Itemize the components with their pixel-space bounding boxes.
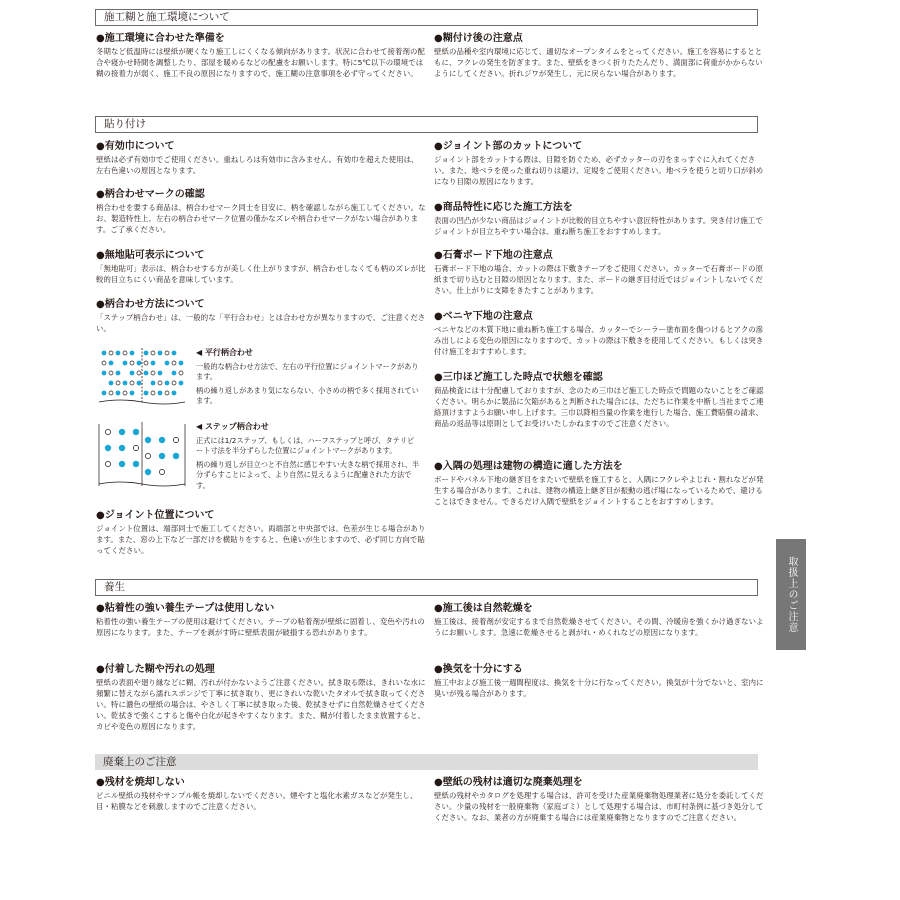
heading: ●柄合わせ方法について — [96, 299, 205, 310]
paragraph: 表面の凹凸が少ない商品はジョイントが比較的目立ちやすい意匠特性があります。突き付け施工でジョイントが目立ちやすい場合は、重ね断ち施工をおすすめします。 — [434, 216, 763, 236]
heading: ●ベニヤ下地の注意点 — [434, 311, 533, 322]
hang-left-4 — [96, 298, 426, 334]
paragraph: 商品検査には十分配慮しておりますが、念のため三巾ほど施工した時点で問題のないことをご確認ください。明らかに製品に欠陥があると判断された場合には、ただちに作業を中断し当社までご連絡頂けますようお願い申し上げます。三巾以降相当量の作業を進行した場合、施工費賠償の請求、商品の返品等は原則としてお受けいたしかねますのでご注意ください。 — [434, 386, 764, 428]
hang-right-5 — [434, 371, 764, 429]
paragraph: ビニル壁紙の残材やサンプル帳を焼却しないでください。煙やすと塩化水素ガスなどが発生し、目・粘膜などを刺激しますのでご注意ください。 — [96, 791, 418, 811]
hang-right-6 — [434, 460, 764, 507]
joint-position-block — [96, 509, 426, 556]
paragraph: 柄合わせを要する商品は、柄合わせマーク同士を目安に、柄を確認しながら施工してください。なお、製造特性上、左右の柄合わせマーク位置の僅かなズレや柄合わせマークがない場合があります。ご了承ください。 — [96, 203, 426, 234]
heading: ●施工環境に合わせた準備を — [96, 33, 225, 44]
paragraph: 壁紙の表面や廻り縁などに糊、汚れが付かないようご注意ください。拭き取る際は、きれいな水に頻繁に替えながら濡れスポンジで丁寧に拭き取り、更にきれいな乾いたタオルで拭き取ってください。特に濃色の壁紙の場合は、やさしく丁寧に拭き取った後、乾拭きせずに自然乾燥させてください。乾拭きで強くこすると傷や白化が起きやすくなります。また、糊が付着したまま放置すると、カビや変色の原因になります。 — [96, 678, 426, 731]
disposal-right — [434, 776, 764, 823]
hang-right-4 — [434, 310, 764, 357]
env-right-block — [434, 32, 764, 79]
paragraph: 施工後は、接着剤が安定するまで自然乾燥させてください。その間、冷暖房を強くかけ過ぎないようにお願いします。急速に乾燥させると剥がれ・めくれなどの原因になります。 — [434, 617, 764, 637]
section-title-disposal: 廃棄上のご注意 — [95, 754, 758, 770]
hang-right-2 — [434, 201, 764, 237]
paragraph: ボードやパネル下地の継ぎ目をまたいで壁紙を施工すると、入隅にフクレやよじれ・割れなどが発生する場合があります。これは、建物の構造上継ぎ目が振動の逃げ場になっているためで、避けることはできません。できるだけ入隅で壁紙をジョイントすることをおすすめします。 — [434, 475, 764, 506]
paragraph: 壁紙は必ず有効巾でご使用ください。重ねしろは有効巾に含みません。有効巾を超えた使用は、左右色違いの原因となります。 — [96, 155, 419, 175]
paragraph: 石膏ボード下地の場合、カットの際は下敷きテープをご使用ください。カッターで石膏ボードの原紙まで切り込むと目隙の原因となります。また、ボードの継ぎ目付近ではジョイントしないでください。仕上がりに支障をきたすことがあります。 — [434, 264, 764, 295]
heading: ●柄合わせマークの確認 — [96, 189, 205, 200]
heading: ●無地貼可表示について — [96, 250, 205, 261]
curing-left-2 — [96, 663, 426, 732]
curing-right-1 — [434, 602, 764, 638]
step-pattern-figure — [98, 420, 186, 490]
hang-right-1 — [434, 140, 764, 187]
heading: ●ジョイント部のカットについて — [434, 141, 583, 152]
heading: ●商品特性に応じた施工方法を — [434, 202, 573, 213]
paragraph: 施工中および施工後一週間程度は、換気を十分に行なってください。換気が十分でないと、室内に臭いが残る場合があります。 — [434, 678, 764, 698]
disposal-left — [96, 776, 426, 812]
paragraph: 「ステップ柄合わせ」は、一般的な「平行合わせ」とは合わせ方が異なりますので、ご注意ください。 — [96, 313, 426, 333]
hang-left-2 — [96, 188, 426, 235]
heading: ●残材を焼却しない — [96, 777, 185, 788]
heading: ●有効巾について — [96, 141, 175, 152]
heading: ●入隅の処理は建物の構造に適した方法を — [434, 461, 623, 472]
env-left-block — [96, 32, 426, 79]
section-title-environment: 施工糊と施工環境について — [95, 9, 758, 26]
hang-right-3 — [434, 249, 764, 296]
section-title-curing: 養生 — [95, 579, 758, 596]
paragraph: 壁紙の残材やカタログを処理する場合は、許可を受けた産業廃棄物処理業者に処分を委託してください。少量の残材を一般廃棄物（家庭ゴミ）として処理する場合は、市町村条例に基づき処分してください。なお、業者の方が廃棄する場合には産業廃棄物となりますのでご注意ください。 — [434, 791, 764, 822]
heading: ●換気を十分にする — [434, 664, 523, 675]
step-text-1: 正式には1/2ステップ、もしくは、ハーフステップと呼び、タテリピート寸法を半分ずらした位置にジョイントマークがあります。 — [196, 435, 415, 455]
step-title: ◀ ステップ柄合わせ — [196, 422, 269, 431]
paragraph: ジョイント位置は、端部同士で施工してください。両端部と中央部では、色差が生じる場合があります。また、窓の上下など一部だけを横貼りをすると、色違いが生じますので、必ず同じ方向で貼ってください。 — [96, 524, 426, 555]
heading: ●糊付け後の注意点 — [434, 33, 523, 44]
heading: ●施工後は自然乾燥を — [434, 603, 533, 614]
hang-left-3 — [96, 249, 426, 285]
paragraph: ジョイント部をカットする際は、目隙を防ぐため、必ずカッターの刃をまっすぐに入れてください。また、地ベラを使った重ね切りは避け、定規をご使用ください。地ベラを使うと切り口が斜めになり目隙の原因になります。 — [434, 155, 764, 186]
parallel-title: ◀ 平行柄合わせ — [196, 348, 253, 357]
hang-left-1 — [96, 140, 426, 176]
step-caption — [196, 422, 421, 491]
paragraph: ベニヤなどの木質下地に重ね断ち施工する場合、カッターでシーラー塗布面を傷つけるとアクの滲み出しによる変色の原因になりますので、カットの際は下敷きを使用してください。もしくは突き付け施工をおすすめします。 — [434, 325, 764, 356]
heading: ●壁紙の残材は適切な廃棄処理を — [434, 777, 583, 788]
step-text-2: 柄の繰り返しが目立つと不自然に感じやすい大きな柄で採用され、半分ずらすことによって、より自然に見えるように配慮された方法です。 — [196, 459, 420, 490]
section-title-hanging: 貼り付け — [95, 116, 758, 133]
parallel-text-1: 一般的な柄合わせ方法で、左右の平行位置にジョイントマークがあります。 — [196, 361, 419, 381]
parallel-caption — [196, 348, 421, 407]
parallel-text-2: 柄の繰り返しがあまり気にならない、小さめの柄で多く採用されています。 — [196, 385, 419, 405]
paragraph: 粘着性の強い養生テープの使用は避けてください。テープの粘着剤が壁紙に固着し、変色や汚れの原因になります。また、テープを剥がす時に壁紙表面が破損する恐れがあります。 — [96, 617, 425, 637]
curing-right-2 — [434, 663, 764, 699]
heading: ●三巾ほど施工した時点で状態を確認 — [434, 372, 603, 383]
parallel-pattern-figure — [98, 346, 186, 408]
paragraph: 壁紙の品種や室内環境に応じて、適切なオープンタイムをとってください。施工を容易にするとともに、フクレの発生を防ぎます。また、壁紙をきつく折りたたんだり、満面部に荷重がかからないようにしてください。折れジワが発生し、元に戻らない場合があります。 — [434, 47, 763, 78]
heading: ●付着した糊や汚れの処理 — [96, 664, 215, 675]
heading: ●ジョイント位置について — [96, 510, 215, 521]
paragraph: 冬期など低温時には壁紙が硬くなり施工しにくくなる傾向があります。状況に合わせて接着剤の配合や寝かせ時間を調整したり、部屋を暖めるなどの配慮をお願いします。特に5℃以下の環境では糊の接着力が弱く、施工不良の原因になりますので、施工糊の注意事項を必ず守ってください。 — [96, 47, 425, 78]
heading: ●粘着性の強い養生テープは使用しない — [96, 603, 275, 614]
side-tab-handling-notes: 取扱上のご注意 — [776, 539, 806, 650]
curing-left-1 — [96, 602, 426, 638]
heading: ●石膏ボード下地の注意点 — [434, 250, 553, 261]
paragraph: 「無地貼可」表示は、柄合わせする方が美しく仕上がりますが、柄合わせしなくても柄のズレが比較的目立ちにくい商品を意味しています。 — [96, 264, 426, 284]
